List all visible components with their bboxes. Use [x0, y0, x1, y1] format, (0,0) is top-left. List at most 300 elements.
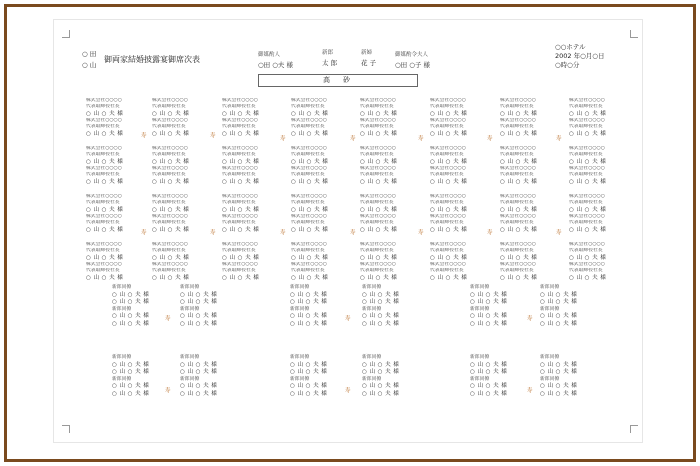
table-mark: 寿: [141, 230, 147, 236]
guest-name: ○ 山 ○ 夫 様: [430, 254, 468, 261]
guest-card: [500, 242, 562, 282]
guest-name: ○ 山 ○ 夫 様: [430, 158, 468, 165]
guest-card: [86, 146, 148, 186]
guest-name: ○ 山 ○ 夫 様: [291, 274, 329, 281]
guest-name: ○ 山 ○ 夫 様: [112, 320, 150, 327]
guest-name: ○ 山 ○ 夫 様: [569, 178, 607, 185]
guest-name: ○ 山 ○ 夫 様: [180, 369, 218, 376]
guest-name: ○ 山 ○ 夫 様: [362, 369, 400, 376]
guest-title: 代表取締役社長: [360, 200, 394, 206]
guest-company: 株式会社○○○○: [430, 214, 466, 220]
guest-company: 株式会社○○○○: [430, 166, 466, 172]
guest-title: 代表取締役社長: [86, 152, 120, 158]
guest-title: 代表取締役社長: [291, 268, 325, 274]
guest-company: 株式会社○○○○: [360, 98, 396, 103]
crop-mark-bottom-left: [62, 425, 70, 433]
guest-relation: 新郎同僚: [112, 306, 132, 312]
guest-card: [430, 194, 492, 234]
guest-company: 株式会社○○○○: [152, 242, 188, 247]
guest-name: ○ 山 ○ 夫 様: [290, 361, 328, 368]
guest-name: ○ 山 ○ 夫 様: [180, 390, 218, 397]
guest-name: ○ 山 ○ 夫 様: [222, 130, 260, 137]
guest-title: 代表取締役社長: [152, 152, 186, 158]
guest-title: 代表取締役社長: [360, 104, 394, 110]
guest-card: [290, 355, 352, 398]
guest-company: 株式会社○○○○: [500, 214, 536, 220]
guest-company: 株式会社○○○○: [222, 98, 258, 103]
guest-name: ○ 山 ○ 夫 様: [291, 254, 329, 261]
guest-name: ○ 山 ○ 夫 様: [362, 299, 400, 306]
guest-company: 株式会社○○○○: [569, 214, 605, 220]
guest-name: ○ 山 ○ 夫 様: [152, 226, 190, 233]
guest-title: 代表取締役社長: [152, 104, 186, 110]
guest-company: 株式会社○○○○: [360, 262, 396, 268]
guest-relation: 新郎同僚: [112, 355, 132, 360]
guest-company: 株式会社○○○○: [222, 146, 258, 151]
guest-title: 代表取締役社長: [569, 268, 603, 274]
guest-company: 株式会社○○○○: [86, 262, 122, 268]
guest-company: 株式会社○○○○: [86, 98, 122, 103]
guest-name: ○ 山 ○ 夫 様: [290, 299, 328, 306]
guest-title: 代表取締役社長: [291, 152, 325, 158]
matchmaker-wife-label: 御媒酌令夫人: [395, 52, 429, 58]
guest-title: 代表取締役社長: [569, 248, 603, 254]
guest-name: ○ 山 ○ 夫 様: [360, 206, 398, 213]
guest-name: ○ 山 ○ 夫 様: [540, 390, 578, 397]
guest-title: 代表取締役社長: [430, 172, 464, 178]
guest-relation: 新郎同僚: [290, 285, 310, 290]
guest-name: ○ 山 ○ 夫 様: [470, 313, 508, 320]
guest-card: [569, 194, 631, 234]
guest-name: ○ 山 ○ 夫 様: [362, 313, 400, 320]
table-mark: 寿: [165, 316, 171, 322]
guest-name: ○ 山 ○ 夫 様: [500, 254, 538, 261]
guest-company: 株式会社○○○○: [86, 214, 122, 220]
guest-company: 株式会社○○○○: [430, 194, 466, 199]
groom-label: 新郎: [322, 50, 334, 56]
guest-company: 株式会社○○○○: [152, 146, 188, 151]
guest-name: ○ 山 ○ 夫 様: [360, 158, 398, 165]
guest-company: 株式会社○○○○: [222, 242, 258, 247]
guest-name: ○ 山 ○ 夫 様: [540, 361, 578, 368]
guest-company: 株式会社○○○○: [360, 214, 396, 220]
crop-mark-bottom-right: [630, 425, 638, 433]
guest-relation: 新郎同僚: [180, 306, 200, 312]
guest-name: ○ 山 ○ 夫 様: [222, 110, 260, 117]
guest-company: 株式会社○○○○: [430, 242, 466, 247]
guest-name: ○ 山 ○ 夫 様: [222, 274, 260, 281]
guest-card: [180, 355, 242, 398]
guest-name: ○ 山 ○ 夫 様: [112, 361, 150, 368]
guest-name: ○ 山 ○ 夫 様: [180, 291, 218, 298]
table-mark: 寿: [527, 316, 533, 322]
guest-title: 代表取締役社長: [222, 104, 256, 110]
head-table-label: 高 砂: [323, 76, 353, 84]
guest-name: ○ 山 ○ 夫 様: [362, 320, 400, 327]
guest-name: ○ 山 ○ 夫 様: [569, 274, 607, 281]
guest-name: ○ 山 ○ 夫 様: [569, 158, 607, 165]
guest-title: 代表取締役社長: [360, 248, 394, 254]
guest-title: 代表取締役社長: [360, 268, 394, 274]
guest-card: [360, 194, 422, 234]
guest-company: 株式会社○○○○: [360, 146, 396, 151]
guest-title: 代表取締役社長: [430, 152, 464, 158]
guest-card: [360, 242, 422, 282]
guest-card: [430, 242, 492, 282]
guest-title: 代表取締役社長: [86, 220, 120, 226]
table-mark: 寿: [210, 133, 216, 139]
guest-title: 代表取締役社長: [86, 104, 120, 110]
guest-company: 株式会社○○○○: [569, 242, 605, 247]
guest-company: 株式会社○○○○: [430, 262, 466, 268]
guest-name: ○ 山 ○ 夫 様: [290, 369, 328, 376]
guest-relation: 新郎同僚: [540, 285, 560, 290]
guest-card: [360, 98, 422, 138]
guest-title: 代表取締役社長: [152, 172, 186, 178]
family-name-2: ○ 山: [82, 61, 97, 69]
guest-name: ○ 山 ○ 夫 様: [222, 206, 260, 213]
guest-name: ○ 山 ○ 夫 様: [362, 291, 400, 298]
guest-name: ○ 山 ○ 夫 様: [569, 254, 607, 261]
guest-name: ○ 山 ○ 夫 様: [470, 299, 508, 306]
guest-name: ○ 山 ○ 夫 様: [291, 226, 329, 233]
guest-name: ○ 山 ○ 夫 様: [180, 313, 218, 320]
guest-name: ○ 山 ○ 夫 様: [540, 369, 578, 376]
guest-company: 株式会社○○○○: [222, 214, 258, 220]
guest-company: 株式会社○○○○: [222, 262, 258, 268]
guest-title: 代表取締役社長: [86, 248, 120, 254]
guest-card: [500, 98, 562, 138]
guest-name: ○ 山 ○ 夫 様: [152, 206, 190, 213]
guest-relation: 新郎同僚: [112, 285, 132, 290]
guest-title: 代表取締役社長: [152, 220, 186, 226]
guest-name: ○ 山 ○ 夫 様: [430, 110, 468, 117]
guest-card: [569, 146, 631, 186]
guest-relation: 新郎同僚: [290, 306, 310, 312]
table-mark: 寿: [556, 136, 562, 142]
guest-name: ○ 山 ○ 夫 様: [540, 383, 578, 390]
guest-title: 代表取締役社長: [222, 124, 256, 130]
guest-name: ○ 山 ○ 夫 様: [291, 178, 329, 185]
guest-name: ○ 山 ○ 夫 様: [500, 178, 538, 185]
guest-relation: 新郎同僚: [540, 376, 560, 382]
guest-name: ○ 山 ○ 夫 様: [290, 313, 328, 320]
groom-name: 太 郎: [322, 59, 338, 67]
bride-label: 新婦: [361, 50, 373, 56]
guest-name: ○ 山 ○ 夫 様: [291, 130, 329, 137]
guest-title: 代表取締役社長: [569, 172, 603, 178]
guest-name: ○ 山 ○ 夫 様: [222, 178, 260, 185]
guest-company: 株式会社○○○○: [569, 118, 605, 124]
guest-title: 代表取締役社長: [222, 152, 256, 158]
guest-company: 株式会社○○○○: [360, 194, 396, 199]
guest-title: 代表取締役社長: [500, 248, 534, 254]
guest-name: ○ 山 ○ 夫 様: [112, 383, 150, 390]
guest-name: ○ 山 ○ 夫 様: [360, 254, 398, 261]
guest-company: 株式会社○○○○: [360, 242, 396, 247]
guest-title: 代表取締役社長: [430, 124, 464, 130]
guest-name: ○ 山 ○ 夫 様: [362, 390, 400, 397]
guest-company: 株式会社○○○○: [86, 242, 122, 247]
guest-company: 株式会社○○○○: [222, 194, 258, 199]
guest-relation: 新郎同僚: [112, 376, 132, 382]
guest-company: 株式会社○○○○: [569, 98, 605, 103]
guest-company: 株式会社○○○○: [86, 194, 122, 199]
guest-company: 株式会社○○○○: [430, 118, 466, 124]
guest-title: 代表取締役社長: [500, 152, 534, 158]
guest-title: 代表取締役社長: [500, 104, 534, 110]
table-mark: 寿: [418, 230, 424, 236]
guest-company: 株式会社○○○○: [86, 146, 122, 151]
guest-name: ○ 山 ○ 夫 様: [86, 254, 124, 261]
guest-card: [291, 194, 353, 234]
guest-title: 代表取締役社長: [430, 248, 464, 254]
guest-company: 株式会社○○○○: [152, 194, 188, 199]
guest-company: 株式会社○○○○: [500, 146, 536, 151]
guest-company: 株式会社○○○○: [430, 146, 466, 151]
guest-name: ○ 山 ○ 夫 様: [360, 130, 398, 137]
guest-company: 株式会社○○○○: [500, 262, 536, 268]
guest-name: ○ 山 ○ 夫 様: [540, 313, 578, 320]
guest-company: 株式会社○○○○: [291, 194, 327, 199]
guest-name: ○ 山 ○ 夫 様: [569, 130, 607, 137]
guest-company: 株式会社○○○○: [500, 118, 536, 124]
guest-name: ○ 山 ○ 夫 様: [112, 299, 150, 306]
guest-name: ○ 山 ○ 夫 様: [360, 110, 398, 117]
guest-card: [86, 98, 148, 138]
guest-title: 代表取締役社長: [500, 172, 534, 178]
guest-title: 代表取締役社長: [569, 200, 603, 206]
guest-name: ○ 山 ○ 夫 様: [569, 226, 607, 233]
guest-title: 代表取締役社長: [360, 172, 394, 178]
guest-company: 株式会社○○○○: [291, 98, 327, 103]
guest-company: 株式会社○○○○: [152, 166, 188, 172]
table-mark: 寿: [210, 230, 216, 236]
guest-company: 株式会社○○○○: [500, 242, 536, 247]
guest-card: [222, 242, 284, 282]
guest-company: 株式会社○○○○: [291, 242, 327, 247]
guest-card: [222, 98, 284, 138]
guest-relation: 新郎同僚: [470, 306, 490, 312]
guest-name: ○ 山 ○ 夫 様: [180, 383, 218, 390]
guest-name: ○ 山 ○ 夫 様: [362, 361, 400, 368]
guest-card: [430, 146, 492, 186]
guest-card: [291, 242, 353, 282]
guest-card: [180, 285, 242, 328]
guest-relation: 新郎同僚: [362, 306, 382, 312]
guest-name: ○ 山 ○ 夫 様: [222, 254, 260, 261]
guest-company: 株式会社○○○○: [222, 118, 258, 124]
guest-card: [152, 242, 214, 282]
guest-title: 代表取締役社長: [152, 248, 186, 254]
guest-name: ○ 山 ○ 夫 様: [362, 383, 400, 390]
guest-company: 株式会社○○○○: [86, 118, 122, 124]
guest-company: 株式会社○○○○: [86, 166, 122, 172]
guest-relation: 新郎同僚: [470, 376, 490, 382]
guest-name: ○ 山 ○ 夫 様: [112, 369, 150, 376]
guest-company: 株式会社○○○○: [152, 98, 188, 103]
guest-company: 株式会社○○○○: [500, 166, 536, 172]
family-name-1: ○ 田: [82, 50, 97, 58]
guest-relation: 新郎同僚: [470, 355, 490, 360]
guest-card: [360, 146, 422, 186]
guest-company: 株式会社○○○○: [360, 166, 396, 172]
guest-name: ○ 山 ○ 夫 様: [222, 226, 260, 233]
guest-title: 代表取締役社長: [291, 104, 325, 110]
guest-card: [470, 355, 532, 398]
guest-name: ○ 山 ○ 夫 様: [86, 178, 124, 185]
event-date: 2002 年○月○日: [555, 52, 605, 60]
guest-name: ○ 山 ○ 夫 様: [470, 320, 508, 327]
guest-card: [152, 194, 214, 234]
guest-company: 株式会社○○○○: [152, 118, 188, 124]
guest-title: 代表取締役社長: [86, 172, 120, 178]
guest-name: ○ 山 ○ 夫 様: [290, 390, 328, 397]
guest-name: ○ 山 ○ 夫 様: [290, 383, 328, 390]
guest-name: ○ 山 ○ 夫 様: [152, 254, 190, 261]
guest-name: ○ 山 ○ 夫 様: [180, 320, 218, 327]
guest-title: 代表取締役社長: [291, 248, 325, 254]
table-mark: 寿: [418, 136, 424, 142]
guest-title: 代表取締役社長: [152, 124, 186, 130]
head-table: [258, 74, 418, 87]
bride-name: 花 子: [361, 59, 377, 67]
guest-company: 株式会社○○○○: [569, 166, 605, 172]
guest-card: [291, 146, 353, 186]
guest-card: [500, 194, 562, 234]
guest-title: 代表取締役社長: [222, 268, 256, 274]
guest-card: [540, 285, 602, 328]
guest-card: [86, 242, 148, 282]
guest-name: ○ 山 ○ 夫 様: [290, 291, 328, 298]
guest-company: 株式会社○○○○: [291, 214, 327, 220]
guest-relation: 新郎同僚: [540, 306, 560, 312]
guest-relation: 新郎同僚: [362, 285, 382, 290]
guest-name: ○ 山 ○ 夫 様: [540, 299, 578, 306]
guest-card: [569, 242, 631, 282]
guest-title: 代表取締役社長: [222, 200, 256, 206]
guest-card: [86, 194, 148, 234]
guest-name: ○ 山 ○ 夫 様: [540, 320, 578, 327]
guest-card: [222, 194, 284, 234]
guest-name: ○ 山 ○ 夫 様: [86, 274, 124, 281]
crop-mark-top-right: [630, 30, 638, 38]
guest-title: 代表取締役社長: [222, 172, 256, 178]
guest-name: ○ 山 ○ 夫 様: [180, 299, 218, 306]
guest-company: 株式会社○○○○: [360, 118, 396, 124]
guest-name: ○ 山 ○ 夫 様: [569, 110, 607, 117]
guest-name: ○ 山 ○ 夫 様: [500, 158, 538, 165]
guest-name: ○ 山 ○ 夫 様: [112, 313, 150, 320]
guest-name: ○ 山 ○ 夫 様: [291, 206, 329, 213]
guest-card: [430, 98, 492, 138]
guest-name: ○ 山 ○ 夫 様: [430, 274, 468, 281]
guest-name: ○ 山 ○ 夫 様: [180, 361, 218, 368]
venue-name: ○○ホテル: [555, 43, 586, 51]
guest-title: 代表取締役社長: [222, 248, 256, 254]
matchmaker-label: 御媒酌人: [258, 52, 281, 58]
guest-title: 代表取締役社長: [86, 200, 120, 206]
guest-relation: 新郎同僚: [290, 376, 310, 382]
guest-title: 代表取締役社長: [500, 220, 534, 226]
guest-name: ○ 山 ○ 夫 様: [360, 178, 398, 185]
guest-name: ○ 山 ○ 夫 様: [430, 206, 468, 213]
guest-relation: 新郎同僚: [470, 285, 490, 290]
guest-relation: 新郎同僚: [540, 355, 560, 360]
guest-name: ○ 山 ○ 夫 様: [360, 226, 398, 233]
guest-name: ○ 山 ○ 夫 様: [86, 206, 124, 213]
guest-title: 代表取締役社長: [291, 200, 325, 206]
guest-company: 株式会社○○○○: [291, 118, 327, 124]
guest-company: 株式会社○○○○: [152, 214, 188, 220]
guest-relation: 新郎同僚: [180, 355, 200, 360]
guest-name: ○ 山 ○ 夫 様: [500, 274, 538, 281]
guest-name: ○ 山 ○ 夫 様: [430, 226, 468, 233]
guest-card: [470, 285, 532, 328]
guest-name: ○ 山 ○ 夫 様: [500, 206, 538, 213]
guest-name: ○ 山 ○ 夫 様: [112, 390, 150, 397]
guest-title: 代表取締役社長: [291, 220, 325, 226]
guest-title: 代表取締役社長: [569, 220, 603, 226]
event-time: ○時○分: [555, 61, 580, 69]
guest-title: 代表取締役社長: [430, 104, 464, 110]
guest-title: 代表取締役社長: [152, 268, 186, 274]
guest-name: ○ 山 ○ 夫 様: [152, 130, 190, 137]
guest-company: 株式会社○○○○: [569, 146, 605, 151]
guest-relation: 新郎同僚: [362, 376, 382, 382]
guest-company: 株式会社○○○○: [291, 166, 327, 172]
guest-name: ○ 山 ○ 夫 様: [540, 291, 578, 298]
guest-name: ○ 山 ○ 夫 様: [430, 178, 468, 185]
guest-card: [152, 98, 214, 138]
table-mark: 寿: [350, 230, 356, 236]
guest-card: [569, 98, 631, 138]
guest-company: 株式会社○○○○: [291, 146, 327, 151]
guest-title: 代表取締役社長: [86, 268, 120, 274]
guest-name: ○ 山 ○ 夫 様: [222, 158, 260, 165]
matchmaker-name: ○田 ○夫 様: [258, 61, 293, 69]
guest-card: [152, 146, 214, 186]
guest-title: 代表取締役社長: [500, 200, 534, 206]
table-mark: 寿: [141, 133, 147, 139]
guest-name: ○ 山 ○ 夫 様: [290, 320, 328, 327]
guest-card: [362, 355, 424, 398]
guest-card: [290, 285, 352, 328]
guest-title: 代表取締役社長: [569, 152, 603, 158]
guest-title: 代表取締役社長: [86, 124, 120, 130]
guest-title: 代表取締役社長: [360, 220, 394, 226]
guest-name: ○ 山 ○ 夫 様: [152, 178, 190, 185]
guest-company: 株式会社○○○○: [152, 262, 188, 268]
guest-name: ○ 山 ○ 夫 様: [152, 110, 190, 117]
guest-name: ○ 山 ○ 夫 様: [430, 130, 468, 137]
guest-title: 代表取締役社長: [360, 152, 394, 158]
guest-relation: 新郎同僚: [290, 355, 310, 360]
guest-name: ○ 山 ○ 夫 様: [152, 158, 190, 165]
table-mark: 寿: [345, 316, 351, 322]
guest-name: ○ 山 ○ 夫 様: [470, 369, 508, 376]
guest-company: 株式会社○○○○: [291, 262, 327, 268]
guest-name: ○ 山 ○ 夫 様: [152, 274, 190, 281]
guest-title: 代表取締役社長: [430, 220, 464, 226]
guest-name: ○ 山 ○ 夫 様: [360, 274, 398, 281]
guest-name: ○ 山 ○ 夫 様: [86, 130, 124, 137]
guest-company: 株式会社○○○○: [569, 262, 605, 268]
guest-card: [540, 355, 602, 398]
document-title: 御両家結婚披露宴御席次表: [104, 55, 200, 64]
guest-relation: 新郎同僚: [180, 376, 200, 382]
table-mark: 寿: [280, 230, 286, 236]
